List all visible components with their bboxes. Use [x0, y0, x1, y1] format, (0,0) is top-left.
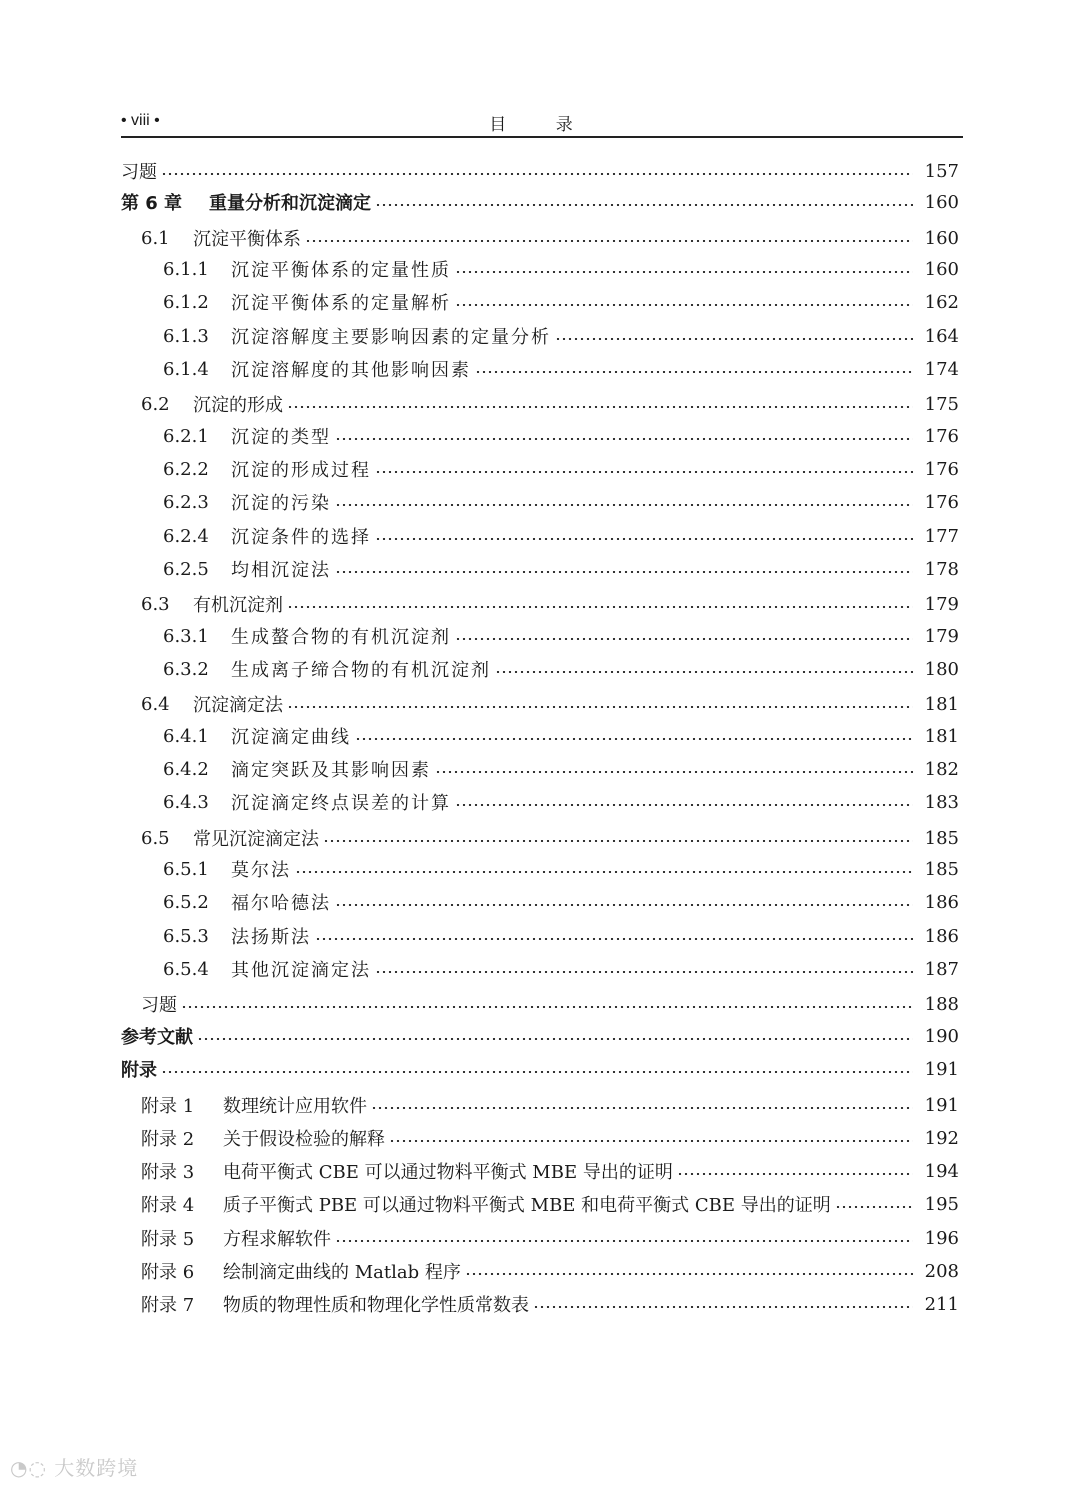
- toc-entry-title: 生成离子缔合物的有机沉淀剂: [231, 660, 491, 681]
- toc-entry: [121, 254, 959, 284]
- toc-entry-number: 6.2.2: [163, 458, 209, 480]
- toc-entry-title: 沉淀条件的选择: [231, 527, 371, 548]
- watermark-logo: [10, 1452, 138, 1481]
- toc-entry-page: 191: [924, 1058, 959, 1080]
- toc-entry-page: 164: [924, 325, 959, 347]
- toc-entry-number: 6.4: [141, 693, 170, 715]
- toc-entry-page: 177: [924, 525, 959, 547]
- toc-entry-number: 6.5.1: [163, 858, 209, 880]
- toc-entry: [121, 589, 959, 619]
- toc-entry: [121, 721, 959, 751]
- toc-entry-number: 6.5: [141, 827, 170, 849]
- toc-entry: [121, 1256, 959, 1286]
- toc-entry: [121, 621, 959, 651]
- running-title: 目 录: [489, 115, 595, 135]
- toc-entry: [121, 156, 959, 186]
- leader-dots: [335, 504, 913, 506]
- leader-dots: [161, 173, 913, 175]
- toc-entry-number: 6.1.3: [163, 325, 209, 347]
- toc-entry: [121, 321, 959, 351]
- running-header: [121, 108, 963, 138]
- toc-entry: [121, 989, 959, 1019]
- toc-entry-title: 有机沉淀剂: [193, 595, 283, 616]
- leader-dots: [375, 204, 913, 206]
- toc-entry-page: 160: [924, 258, 959, 280]
- toc-entry-title: 沉淀滴定终点误差的计算: [231, 793, 451, 814]
- toc-entry-page: 160: [924, 227, 959, 249]
- toc-entry-number: 附录 6: [141, 1262, 195, 1283]
- leader-dots: [465, 1273, 913, 1275]
- toc-entry-page: 176: [924, 491, 959, 513]
- toc-entry-page: 175: [924, 393, 959, 415]
- toc-entry-number: 6.1.4: [163, 358, 209, 380]
- toc-entry-page: 176: [924, 425, 959, 447]
- watermark-text: 大数跨境: [54, 1456, 139, 1480]
- toc-entry-page: 188: [924, 993, 959, 1015]
- toc-entry-number: 6.4.2: [163, 758, 209, 780]
- toc-entry-number: 第 6 章: [121, 193, 183, 214]
- toc-entry: [121, 1090, 959, 1120]
- leader-dots: [455, 304, 913, 306]
- toc-entry-number: 6.1.2: [163, 291, 209, 313]
- toc-entry-title: 方程求解软件: [223, 1229, 331, 1250]
- leader-dots: [295, 871, 913, 873]
- toc-entry-title: 重量分析和沉淀滴定: [209, 193, 371, 214]
- toc-entry: [121, 1289, 959, 1319]
- toc-entry-title: 附录: [121, 1060, 157, 1081]
- toc-entry-title: 质子平衡式 PBE 可以通过物料平衡式 MBE 和电荷平衡式 CBE 导出的证明: [223, 1195, 831, 1216]
- toc-entry-number: 6.2.3: [163, 491, 209, 513]
- toc-entry-number: 6.3: [141, 593, 170, 615]
- toc-entry-page: 157: [924, 160, 959, 182]
- toc-entry-page: 180: [924, 658, 959, 680]
- leader-dots: [323, 840, 913, 842]
- toc-entry: [121, 787, 959, 817]
- toc-entry-page: 194: [924, 1160, 959, 1182]
- toc-entry: [121, 654, 959, 684]
- leader-dots: [495, 671, 913, 673]
- leader-dots: [389, 1140, 913, 1142]
- toc-entry-number: 6.4.1: [163, 725, 209, 747]
- leader-dots: [335, 904, 913, 906]
- toc-entry-page: 178: [924, 558, 959, 580]
- toc-entry-title: 其他沉淀滴定法: [231, 960, 371, 981]
- toc-entry-number: 附录 3: [141, 1162, 195, 1183]
- toc-entry-page: 186: [924, 891, 959, 913]
- toc-entry: [121, 554, 959, 584]
- toc-entry-title: 数理统计应用软件: [223, 1096, 367, 1117]
- toc-entry-page: 179: [924, 593, 959, 615]
- toc-entry-number: 6.3.1: [163, 625, 209, 647]
- leader-dots: [197, 1038, 913, 1040]
- toc-entry-page: 192: [924, 1127, 959, 1149]
- toc-entry-title: 习题: [141, 995, 177, 1016]
- toc-entry-title: 电荷平衡式 CBE 可以通过物料平衡式 MBE 导出的证明: [223, 1162, 673, 1183]
- toc-entry-page: 182: [924, 758, 959, 780]
- toc-entry-number: 附录 4: [141, 1195, 195, 1216]
- page-number: • viii •: [121, 112, 160, 129]
- toc-entry-number: 6.1: [141, 227, 170, 249]
- toc-entry-title: 沉淀滴定法: [193, 695, 283, 716]
- toc-entry-number: 6.2: [141, 393, 170, 415]
- toc-entry-title: 沉淀的类型: [231, 427, 331, 448]
- leader-dots: [455, 638, 913, 640]
- leader-dots: [287, 706, 913, 708]
- leader-dots: [455, 271, 913, 273]
- toc-entry-title: 生成螯合物的有机沉淀剂: [231, 627, 451, 648]
- leader-dots: [335, 438, 913, 440]
- leader-dots: [335, 571, 913, 573]
- toc-entry-title: 沉淀的形成过程: [231, 460, 371, 481]
- leader-dots: [375, 971, 913, 973]
- toc-entry: [121, 354, 959, 384]
- toc-entry: [121, 854, 959, 884]
- toc-entry-page: 191: [924, 1094, 959, 1116]
- toc-entry: [121, 454, 959, 484]
- toc-entry: [121, 421, 959, 451]
- toc-entry: [121, 1054, 959, 1084]
- toc-entry-number: 6.3.2: [163, 658, 209, 680]
- toc-entry: [121, 1156, 959, 1186]
- toc-entry: [121, 823, 959, 853]
- leader-dots: [371, 1107, 913, 1109]
- toc-entry-number: 6.1.1: [163, 258, 209, 280]
- toc-entry-title: 莫尔法: [231, 860, 291, 881]
- toc-entry-title: 关于假设检验的解释: [223, 1129, 385, 1150]
- toc-entry-number: 6.5.2: [163, 891, 209, 913]
- toc-entry-title: 沉淀的污染: [231, 493, 331, 514]
- leader-dots: [455, 804, 913, 806]
- toc-entry: [121, 223, 959, 253]
- leader-dots: [181, 1006, 913, 1008]
- toc-entry-page: 208: [924, 1260, 959, 1282]
- leader-dots: [375, 471, 913, 473]
- toc-entry: [121, 887, 959, 917]
- toc-entry: [121, 754, 959, 784]
- toc-entry-number: 附录 2: [141, 1129, 195, 1150]
- leader-dots: [835, 1206, 913, 1208]
- toc-entry-title: 沉淀溶解度的其他影响因素: [231, 360, 471, 381]
- toc-entry: [121, 689, 959, 719]
- toc-entry-page: 176: [924, 458, 959, 480]
- toc-entry-title: 参考文献: [121, 1027, 193, 1048]
- toc-entry-number: 6.2.5: [163, 558, 209, 580]
- toc-entry-page: 187: [924, 958, 959, 980]
- watermark-icon: ◔◌: [10, 1456, 47, 1480]
- toc-entry: [121, 487, 959, 517]
- toc-entry-title: 沉淀平衡体系的定量解析: [231, 293, 451, 314]
- leader-dots: [533, 1306, 913, 1308]
- toc-entry: [121, 521, 959, 551]
- toc-entry-title: 沉淀溶解度主要影响因素的定量分析: [231, 327, 551, 348]
- leader-dots: [287, 406, 913, 408]
- toc-entry-page: 181: [924, 725, 959, 747]
- toc-entry-title: 常见沉淀滴定法: [193, 829, 319, 850]
- leader-dots: [555, 338, 913, 340]
- toc-entry-number: 6.4.3: [163, 791, 209, 813]
- toc-entry-number: 6.5.4: [163, 958, 209, 980]
- toc-entry: [121, 1189, 959, 1219]
- toc-entry: [121, 1021, 959, 1051]
- toc-entry-page: 162: [924, 291, 959, 313]
- leader-dots: [287, 606, 913, 608]
- toc-entry-page: 174: [924, 358, 959, 380]
- toc-entry: [121, 389, 959, 419]
- toc-entry-page: 185: [924, 827, 959, 849]
- toc-entry: [121, 1223, 959, 1253]
- toc-entry-title: 均相沉淀法: [231, 560, 331, 581]
- leader-dots: [475, 371, 913, 373]
- toc-entry-title: 习题: [121, 162, 157, 183]
- toc-entry-title: 法扬斯法: [231, 927, 311, 948]
- toc-entry: [121, 187, 959, 217]
- leader-dots: [677, 1173, 913, 1175]
- leader-dots: [335, 1240, 913, 1242]
- toc-entry: [121, 921, 959, 951]
- toc-entry-title: 沉淀平衡体系的定量性质: [231, 260, 451, 281]
- toc-entry-number: 附录 1: [141, 1096, 195, 1117]
- toc-entry-title: 物质的物理性质和物理化学性质常数表: [223, 1295, 529, 1316]
- toc-entry-title: 沉淀滴定曲线: [231, 727, 351, 748]
- toc-entry-title: 沉淀的形成: [193, 395, 283, 416]
- toc-entry-page: 196: [924, 1227, 959, 1249]
- toc-entry-page: 179: [924, 625, 959, 647]
- leader-dots: [315, 938, 913, 940]
- toc-entry-title: 绘制滴定曲线的 Matlab 程序: [223, 1262, 461, 1283]
- toc-entry-page: 185: [924, 858, 959, 880]
- toc-entry-number: 6.2.1: [163, 425, 209, 447]
- toc-entry: [121, 287, 959, 317]
- toc-entry: [121, 1123, 959, 1153]
- leader-dots: [355, 738, 913, 740]
- toc-entry-number: 附录 7: [141, 1295, 195, 1316]
- toc-entry-number: 6.2.4: [163, 525, 209, 547]
- toc-entry-title: 福尔哈德法: [231, 893, 331, 914]
- toc-entry-number: 附录 5: [141, 1229, 195, 1250]
- toc-entry: [121, 954, 959, 984]
- toc-entry-page: 160: [924, 191, 959, 213]
- toc-entry-page: 186: [924, 925, 959, 947]
- leader-dots: [375, 538, 913, 540]
- leader-dots: [161, 1071, 913, 1073]
- toc-entry-page: 195: [924, 1193, 959, 1215]
- toc-entry-page: 183: [924, 791, 959, 813]
- toc-entry-title: 滴定突跃及其影响因素: [231, 760, 431, 781]
- toc-entry-title: 沉淀平衡体系: [193, 229, 301, 250]
- leader-dots: [435, 771, 913, 773]
- toc-entry-page: 211: [924, 1293, 959, 1315]
- toc-entry-number: 6.5.3: [163, 925, 209, 947]
- leader-dots: [305, 240, 913, 242]
- toc-entry-page: 190: [924, 1025, 959, 1047]
- toc-entry-page: 181: [924, 693, 959, 715]
